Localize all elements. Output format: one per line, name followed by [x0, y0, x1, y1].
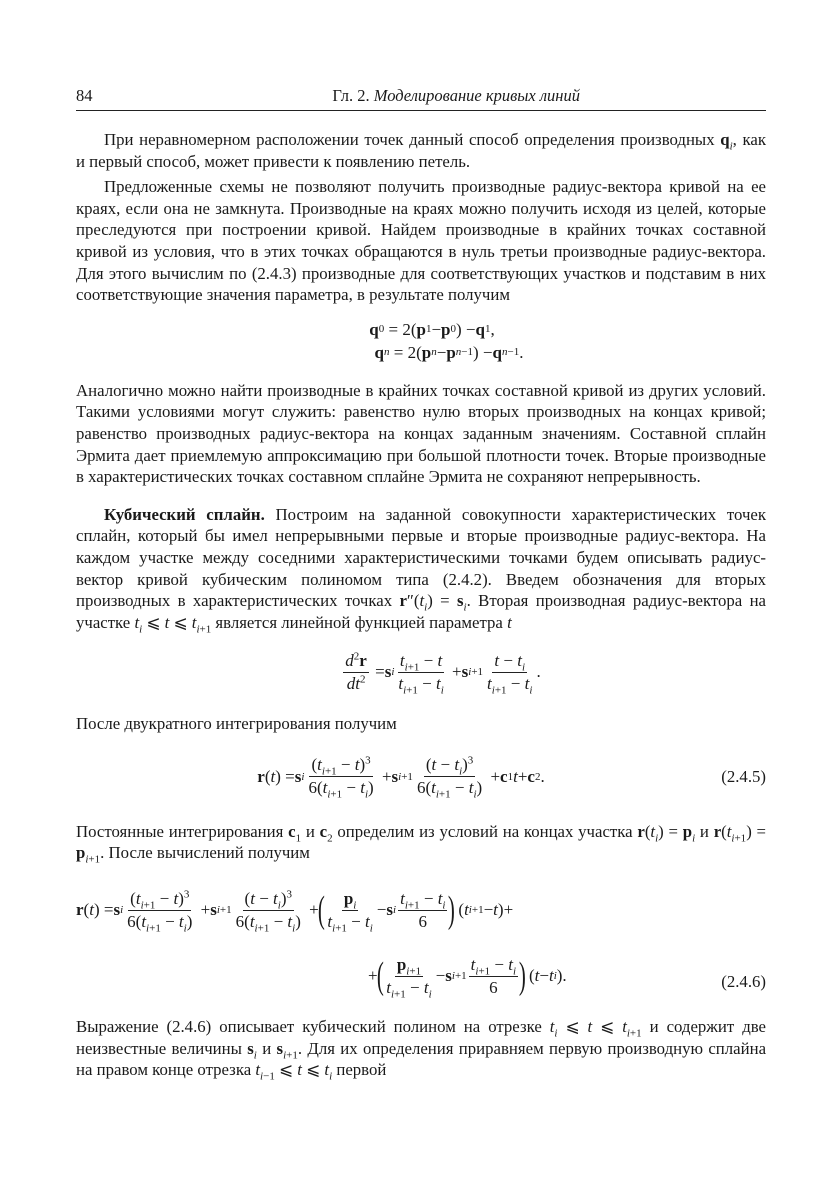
paragraph-2: Предложенные схемы не позволяют получить производные радиус-вектора кривой на ее краях, если она не замкнута. Производные на краях можно получить исходя из целей, которые преследуются при построении кривой. Найдем производные в крайних точках составной кривой из условия, что в этих точках обращаются в нуль третьи производные радиус-вектора. Для этого вычислим по (2.4.3) производные для соответствующих участков и подставим в них соответствующие значения параметра, в результате получим — [76, 177, 766, 305]
paragraph-1: При неравномерном расположении точек данный способ определения производных $q_i$, как и первый способ, может привести к появлению петель. — [76, 130, 766, 171]
page-number: 84 — [76, 86, 93, 105]
equation-number-2-4-5: (2.4.5) — [721, 766, 766, 786]
equation-q-endpoints: q 0 = 2( p 1 − p 0 ) − q 1 , q n = 2( p n − p n−1 ) − q n−1 . — [369, 319, 524, 362]
paragraph-5: После двукратного интегрирования получим — [76, 714, 397, 734]
equation-2-4-6: r ( t ) = s i $\frac{(t_{i+1} - t)^3}{6(t_{i+1} - t_i)}$ + s i+1 $\frac{(t - t_i)^3}{6(t_{i+1} - t_i)}$ + ( $\frac{p_i}{t_{i+1} - t_i}$ − s i $\frac{t_{i+1} - t_i}{6}$ ) ( t i+1 − t )+ + ( $\frac{p_{i+1}}{t_{i+1} - t_i}$ − s i+1 $\frac{t_{i+1} - t_i}{6}$ ) ( t − t i ). (2.4.6) — [76, 887, 766, 1000]
chapter-title: Гл. 2. Моделирование кривых линий — [332, 86, 580, 105]
equation-second-derivative: $\frac{d^2r}{dt^2}$ = s i $\frac{t_{i+1} - t}{t_{i+1} - t_i}$ + s i+1 $\frac{t - t_i}{t_{i+1} - t_i}$ . — [345, 650, 541, 697]
equation-number-2-4-6: (2.4.6) — [721, 972, 766, 992]
page — [76, 86, 766, 1081]
paragraph-3: Аналогично можно найти производные в крайних точках составной кривой из других условий. Такими условиями могут служить: равенство нулю вторых производных на концах кривой; равенство производных радиус-вектора на концах заданным значениям. Составной сплайн Эрмита дает приемлемую аппроксимацию при большой плотности точек. Вторые производные в характеристических точках составном сплайне Эрмита не сохраняют непрерывность. — [76, 380, 766, 487]
running-header — [76, 86, 766, 111]
paragraph-4: Кубический сплайн. Построим на заданной совокупности характеристических точек сплайн, который бы имел непрерывными первые и вторые производные радиус-вектора. На каждом участке между соседними характеристическими точками будем описывать радиус-вектор кривой кубическим полиномом типа (2.4.2). Введем обозначения для вторых производных в характеристических точках $r''(t_i) = s_i$. Вторая производная радиус-вектора на участке $t_i$ ⩽ t ⩽ $t_{i+1}$ является линейной функцией параметра t — [76, 504, 766, 636]
paragraph-7: Выражение (2.4.6) описывает кубический полином на отрезке $t_i$ ⩽ t ⩽ $t_{i+1}$ и содержит две неизвестные величины $s_i$ и $s_{i+1}$. Для их определения приравняем первую производную сплайна на правом конце отрезка $t_{i-1}$ ⩽ t ⩽ $t_i$ первой — [76, 1017, 767, 1083]
paragraph-6: Постоянные интегрирования $c_1$ и $c_2$ определим из условий на концах участка $r(t_i) = p_i$ и $r(t_{i+1}) = p_{i+1}$. После вычислений получим — [76, 821, 767, 866]
equation-2-4-5: r ( t ) = s i $\frac{(t_{i+1} - t)^3}{6(t_{i+1} - t_i)}$ + s i+1 $\frac{(t - t_i)^3}{6(t_{i+1} - t_i)}$ + c 1 t + c 2 . (2.4.5) — [257, 754, 766, 801]
